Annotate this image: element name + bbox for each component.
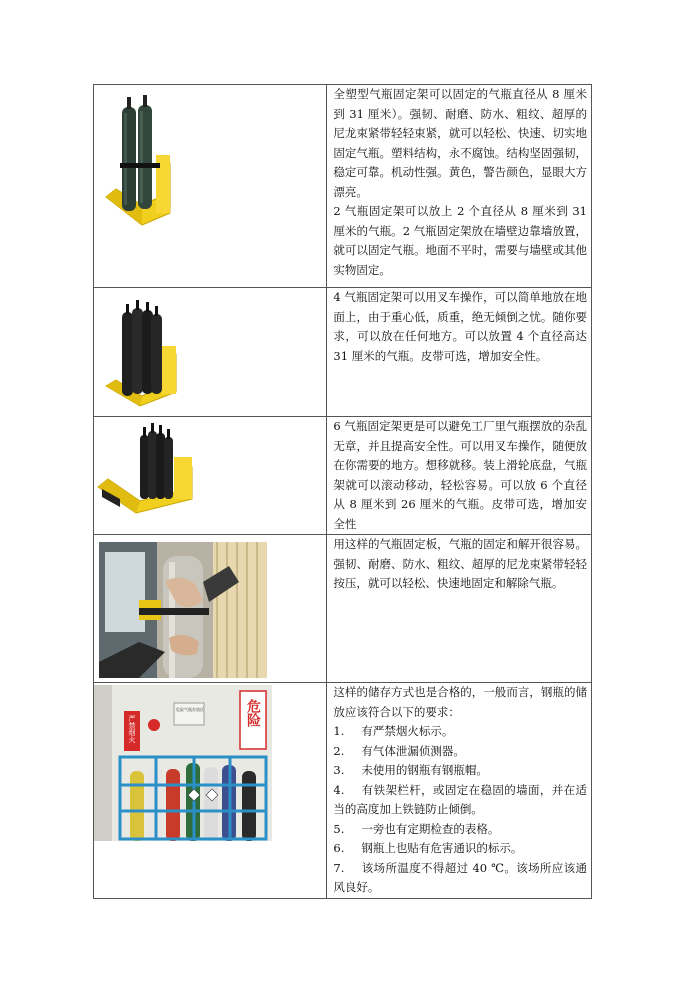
image-cell [94,683,327,899]
fire-sign-text: 严禁烟火 [128,715,136,743]
list-item: 3. 未使用的钢瓶有钢瓶帽。 [333,763,488,777]
image-cell [94,535,327,683]
description-cell [327,288,592,417]
list-item: 1. 有严禁烟火标示。 [333,724,454,738]
four-cylinder-stand-image [100,298,182,410]
list-item: 4. 有铁架栏杆，或固定在稳固的墙面，并在适当的高度加上铁链防止倾倒。 [333,782,587,816]
description-paragraph: 2 气瓶固定架可以放上 2 个直径从 8 厘米到 31 厘米的气瓶。2 气瓶固定架放在墙壁边靠墙放置，就可以固定气瓶。地面不平时，需要与墙壁或其他实物固定。 [333,204,587,277]
cylinder-storage-cage-photo [94,685,272,841]
list-item: 5. 一旁也有定期检查的表格。 [333,821,500,836]
description-cell [327,417,592,535]
table-row [94,535,592,683]
table-row [94,288,592,417]
list-item: 7. 该场所温度不得超过 40 ℃。该场所应该通风良好。 [333,860,587,894]
two-cylinder-stand-image [102,93,174,229]
six-cylinder-stand-image [96,423,196,519]
list-item: 6. 钢瓶上也贴有危害通识的标示。 [333,841,523,855]
description-cell [327,85,592,288]
description-paragraph: 6 气瓶固定架更是可以避免工厂里气瓶摆放的杂乱无章，并且提高安全性。可以用叉车操作，随便放在你需要的地方。想移就移。装上滑轮底盘，气瓶架就可以滚动移动，轻松容易。可以放 6 个直径从 8 厘米到 26 厘米的气瓶。皮带可选，增加安全性 [333,419,587,531]
image-cell [94,85,327,288]
table-row [94,85,592,288]
image-cell [94,288,327,417]
cylinder-holder-table [93,84,592,899]
storage-board-text: 危险气瓶存放区 [176,707,204,712]
description-paragraph: 4 气瓶固定架可以用叉车操作，可以简单地放在地面上，由于重心低，质重，绝无倾倒之忧。随你要求，可以放在任何地方。可以放置 4 个直径高达 31 厘米的气瓶。皮带可选，增加安全性。 [333,290,587,363]
list-item: 2. 有气体泄漏侦测器。 [333,743,465,758]
description-paragraph: 这样的储存方式也是合格的，一般而言，钢瓶的储放应该符合以下的要求： [333,685,587,719]
image-cell [94,417,327,535]
table-row [94,683,592,899]
description-cell [327,683,592,899]
table-row [94,417,592,535]
description-paragraph: 全塑型气瓶固定架可以固定的气瓶直径从 8 厘米到 31 厘米）。强韧、耐磨、防水、粗纹、超厚的尼龙束紧带轻轻束紧，就可以轻松、快速、切实地固定气瓶。塑料结构，永不腐蚀。结构坚固强韧，稳定可靠。机动性强。黄色，警告颜色，显眼大方漂亮。 [333,87,587,199]
danger-sign-text: 危险 [245,699,261,727]
wall-plate-strap-photo [99,542,267,678]
description-paragraph: 用这样的气瓶固定板，气瓶的固定和解开很容易。强韧、耐磨、防水、粗纹、超厚的尼龙束紧带轻轻按压，就可以轻松、快速地固定和解除气瓶。 [333,537,587,590]
requirements-list [333,722,587,898]
description-cell [327,535,592,683]
